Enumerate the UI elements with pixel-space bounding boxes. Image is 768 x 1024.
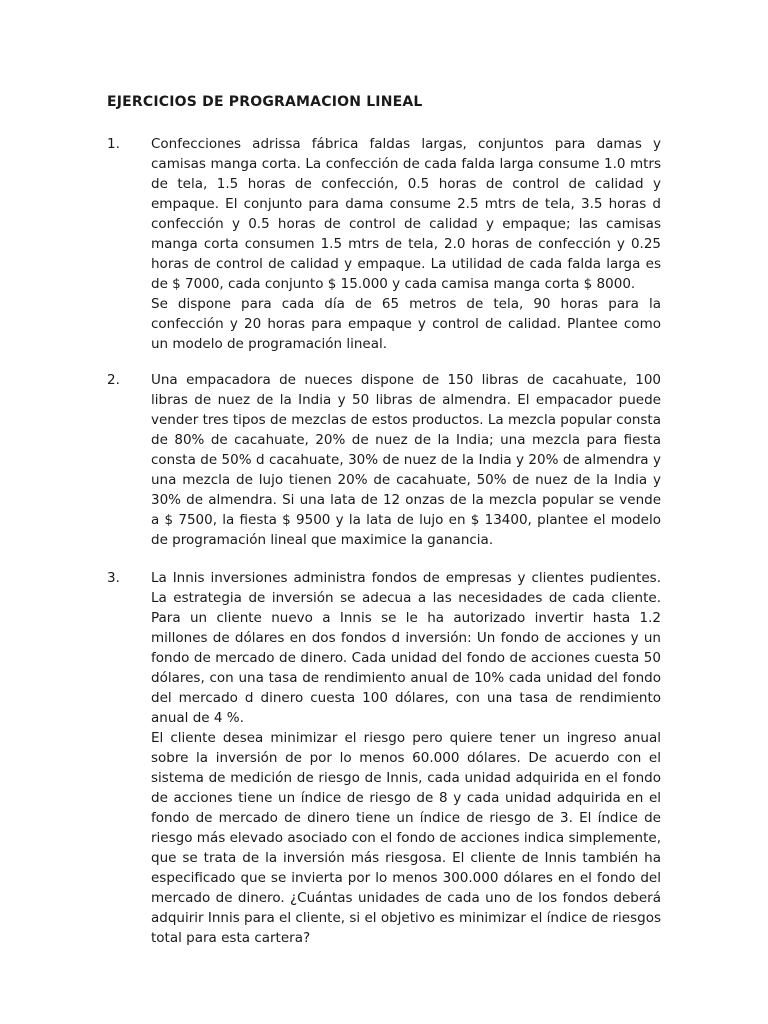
exercise-paragraph: Confecciones adrissa fábrica faldas largas, conjuntos para damas y camisas manga corta. La confección de cada falda larga consume 1.0 mtrs de tela, 1.5 horas de confección, 0.5 horas de control de calidad y empaque. El conjunto para dama consume 2.5 mtrs de tela, 3.5 horas d confección y 0.5 horas de control de calidad y empaque; las camisas manga corta consumen 1.5 mtrs de tela, 2.0 horas de confección y 0.25 horas de control de calidad y empaque. La utilidad de cada falda larga es de $ 7000, cada conjunto $ 15.000 y cada camisa manga corta $ 8000. xyxy=(151,136,661,292)
exercise-body xyxy=(151,568,661,948)
exercise-number: 2. xyxy=(107,372,120,388)
exercise-body xyxy=(151,370,661,550)
exercise-number: 3. xyxy=(107,570,120,586)
exercise-paragraph: Una empacadora de nueces dispone de 150 libras de cacahuate, 100 libras de nuez de la India y 50 libras de almendra. El empacador puede vender tres tipos de mezclas de estos productos. La mezcla popular consta de 80% de cacahuate, 20% de nuez de la India; una mezcla para fiesta consta de 50% d cacahuate, 30% de nuez de la India y 20% de almendra y una mezcla de lujo tienen 20% de cacahuate, 50% de nuez de la India y 30% de almendra. Si una lata de 12 onzas de la mezcla popular se vende a $ 7500, la fiesta $ 9500 y la lata de lujo en $ 13400, plantee el modelo de programación lineal que maximice la ganancia. xyxy=(151,372,661,548)
exercise-paragraph: Se dispone para cada día de 65 metros de tela, 90 horas para la confección y 20 horas para empaque y control de calidad. Plantee como un modelo de programación lineal. xyxy=(151,296,661,352)
exercise-paragraph: El cliente desea minimizar el riesgo pero quiere tener un ingreso anual sobre la inversión de por lo menos 60.000 dólares. De acuerdo con el sistema de medición de riesgo de Innis, cada unidad adquirida en el fondo de acciones tiene un índice de riesgo de 8 y cada unidad adquirida en el fondo de mercado de dinero tiene un índice de riesgo de 3. El índice de riesgo más elevado asociado con el fondo de acciones indica simplemente, que se trata de la inversión más riesgosa. El cliente de Innis también ha especificado que se invierta por lo menos 300.000 dólares en el fondo del mercado de dinero. ¿Cuántas unidades de cada uno de los fondos deberá adquirir Innis para el cliente, si el objetivo es minimizar el índice de riesgos total para esta cartera? xyxy=(151,730,661,946)
exercise-number: 1. xyxy=(107,136,120,152)
exercise-body xyxy=(151,134,661,354)
exercise-paragraph: La Innis inversiones administra fondos de empresas y clientes pudientes. La estrategia de inversión se adecua a las necesidades de cada cliente. Para un cliente nuevo a Innis se le ha autorizado invertir hasta 1.2 millones de dólares en dos fondos d inversión: Un fondo de acciones y un fondo de mercado de dinero. Cada unidad del fondo de acciones cuesta 50 dólares, con una tasa de rendimiento anual de 10% cada unidad del fondo del mercado d dinero cuesta 100 dólares, con una tasa de rendimiento anual de 4 %. xyxy=(151,570,661,726)
document-title: EJERCICIOS DE PROGRAMACION LINEAL xyxy=(107,94,423,110)
